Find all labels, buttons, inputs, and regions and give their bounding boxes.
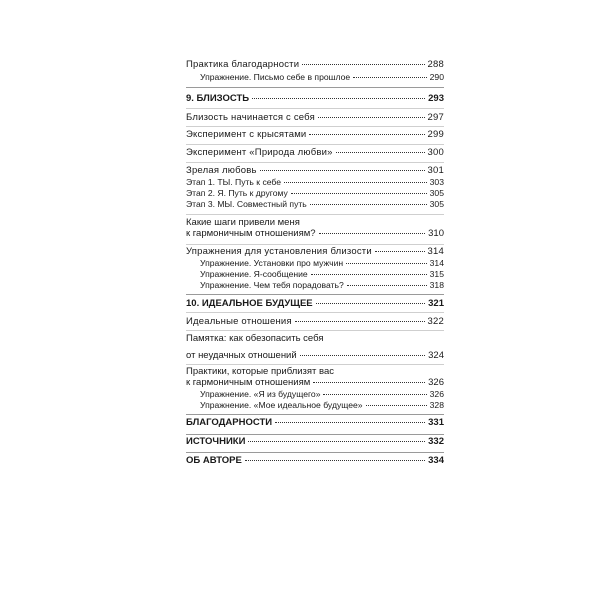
toc-entry — [186, 366, 444, 388]
dot-leader — [284, 182, 427, 183]
toc-entry-title: 9. БЛИЗОСТЬ — [186, 93, 250, 104]
toc-entry-page: 334 — [428, 455, 444, 466]
dot-leader — [313, 382, 425, 383]
divider — [186, 108, 444, 109]
toc-entry-title: Упражнение. Я-сообщение — [200, 269, 308, 279]
toc-entry-page: 288 — [427, 59, 444, 70]
toc-entry — [186, 333, 444, 361]
dot-leader — [252, 98, 425, 99]
toc-entry — [186, 258, 444, 269]
toc-entry-title: БЛАГОДАРНОСТИ — [186, 417, 273, 428]
divider — [186, 452, 444, 453]
toc-entry-page: 322 — [427, 316, 444, 327]
divider — [186, 214, 444, 215]
toc-entry-page: 305 — [429, 188, 444, 198]
toc-chapter — [186, 417, 444, 428]
toc-entry-title-line-1: Какие шаги привели меня — [186, 217, 300, 228]
toc-entry — [186, 112, 444, 123]
toc-entry-page: 314 — [427, 246, 444, 257]
dot-leader — [318, 117, 425, 118]
toc-entry-title: Эксперимент с крысятами — [186, 129, 307, 140]
toc-entry-page: 315 — [429, 269, 444, 279]
toc-entry-page: 314 — [429, 258, 444, 268]
dot-leader — [319, 233, 426, 234]
divider — [186, 294, 444, 295]
dot-leader — [302, 64, 424, 65]
toc-entry-title-line-1: Практики, которые приблизят вас — [186, 366, 335, 377]
toc-entry — [186, 72, 444, 83]
toc-chapter — [186, 436, 444, 447]
dot-leader — [245, 460, 425, 461]
dot-leader — [275, 422, 425, 423]
divider — [186, 330, 444, 331]
toc-entry-title: Упражнение. «Я из будущего» — [200, 389, 321, 399]
toc-entry-title: Этап 3. МЫ. Совместный путь — [186, 199, 307, 209]
toc-entry-title: ОБ АВТОРЕ — [186, 455, 242, 466]
toc-entry — [186, 188, 444, 199]
toc-entry-title-line-1: Памятка: как обезопасить себя — [186, 333, 324, 344]
divider — [186, 126, 444, 127]
toc-entry-title: Упражнение. Установки про мужчин — [200, 258, 344, 268]
dot-leader — [336, 152, 425, 153]
toc-entry-page: 297 — [427, 112, 444, 123]
toc-entry — [186, 246, 444, 257]
toc-entry — [186, 269, 444, 280]
toc-entry-title: 10. ИДЕАЛЬНОЕ БУДУЩЕЕ — [186, 298, 313, 309]
dot-leader — [346, 263, 426, 264]
toc-entry-title: Близость начинается с себя — [186, 112, 315, 123]
toc-entry-title: Упражнение. «Мое идеальное будущее» — [200, 400, 363, 410]
toc-entry-title: Идеальные отношения — [186, 316, 292, 327]
toc-entry-line-2 — [186, 377, 444, 388]
toc-entry-title-line-2: к гармоничным отношениям — [186, 377, 311, 388]
toc-entry-title: Упражнение. Письмо себе в прошлое — [200, 72, 351, 82]
divider — [186, 87, 444, 88]
dot-leader — [300, 355, 425, 356]
toc-entry-page: 321 — [428, 298, 444, 309]
toc-entry-title: Этап 1. ТЫ. Путь к себе — [186, 177, 282, 187]
toc-entry-page: 299 — [427, 129, 444, 140]
divider — [186, 162, 444, 163]
toc-entry-page: 303 — [429, 177, 444, 187]
dot-leader — [310, 204, 427, 205]
toc-entry-title: ИСТОЧНИКИ — [186, 436, 246, 447]
divider — [186, 244, 444, 245]
toc-entry-title-line-2: от неудачных отношений — [186, 350, 297, 361]
dot-leader — [248, 441, 425, 442]
dot-leader — [309, 134, 424, 135]
toc-entry — [186, 280, 444, 291]
toc-entry — [186, 316, 444, 327]
dot-leader — [366, 405, 427, 406]
dot-leader — [347, 285, 427, 286]
toc-entry-page: 326 — [428, 377, 444, 388]
divider — [186, 144, 444, 145]
toc-entry-page: 326 — [429, 389, 444, 399]
toc-chapter — [186, 93, 444, 104]
toc-entry-line-2 — [186, 350, 444, 361]
toc-entry-page: 300 — [427, 147, 444, 158]
toc-entry-page: 331 — [428, 417, 444, 428]
dot-leader — [353, 77, 426, 78]
toc-entry — [186, 165, 444, 176]
toc-entry-page: 332 — [428, 436, 444, 447]
toc-entry — [186, 129, 444, 140]
toc-entry-page: 290 — [429, 72, 444, 82]
dot-leader — [260, 170, 425, 171]
dot-leader — [311, 274, 427, 275]
toc-chapter — [186, 455, 444, 466]
toc-entry-title: Упражнения для установления близости — [186, 246, 372, 257]
toc-entry-title: Этап 2. Я. Путь к другому — [186, 188, 288, 198]
toc-entry-page: 305 — [429, 199, 444, 209]
toc-chapter — [186, 298, 444, 309]
toc-entry-page: 318 — [429, 280, 444, 290]
toc-entry-title: Зрелая любовь — [186, 165, 257, 176]
divider — [186, 364, 444, 365]
divider — [186, 414, 444, 415]
toc-entry-page: 310 — [428, 228, 444, 239]
toc-entry-page: 324 — [428, 350, 444, 361]
toc-entry — [186, 389, 444, 400]
dot-leader — [316, 303, 426, 304]
toc-entry — [186, 217, 444, 239]
toc-entry-page: 293 — [428, 93, 444, 104]
toc-entry — [186, 59, 444, 70]
toc-entry — [186, 177, 444, 188]
toc-entry-title: Упражнение. Чем тебя порадовать? — [200, 280, 344, 290]
toc-entry — [186, 199, 444, 210]
toc-entry — [186, 147, 444, 158]
dot-leader — [323, 394, 426, 395]
divider — [186, 312, 444, 313]
toc-entry — [186, 400, 444, 411]
toc-entry-title: Практика благодарности — [186, 59, 300, 70]
dot-leader — [375, 251, 425, 252]
toc-entry-title-line-2: к гармоничным отношениям? — [186, 228, 316, 239]
toc-entry-page: 328 — [429, 400, 444, 410]
toc-entry-line-2 — [186, 228, 444, 239]
toc-entry-page: 301 — [427, 165, 444, 176]
dot-leader — [291, 193, 427, 194]
divider — [186, 434, 444, 435]
toc-entry-title: Эксперимент «Природа любви» — [186, 147, 333, 158]
dot-leader — [295, 321, 425, 322]
